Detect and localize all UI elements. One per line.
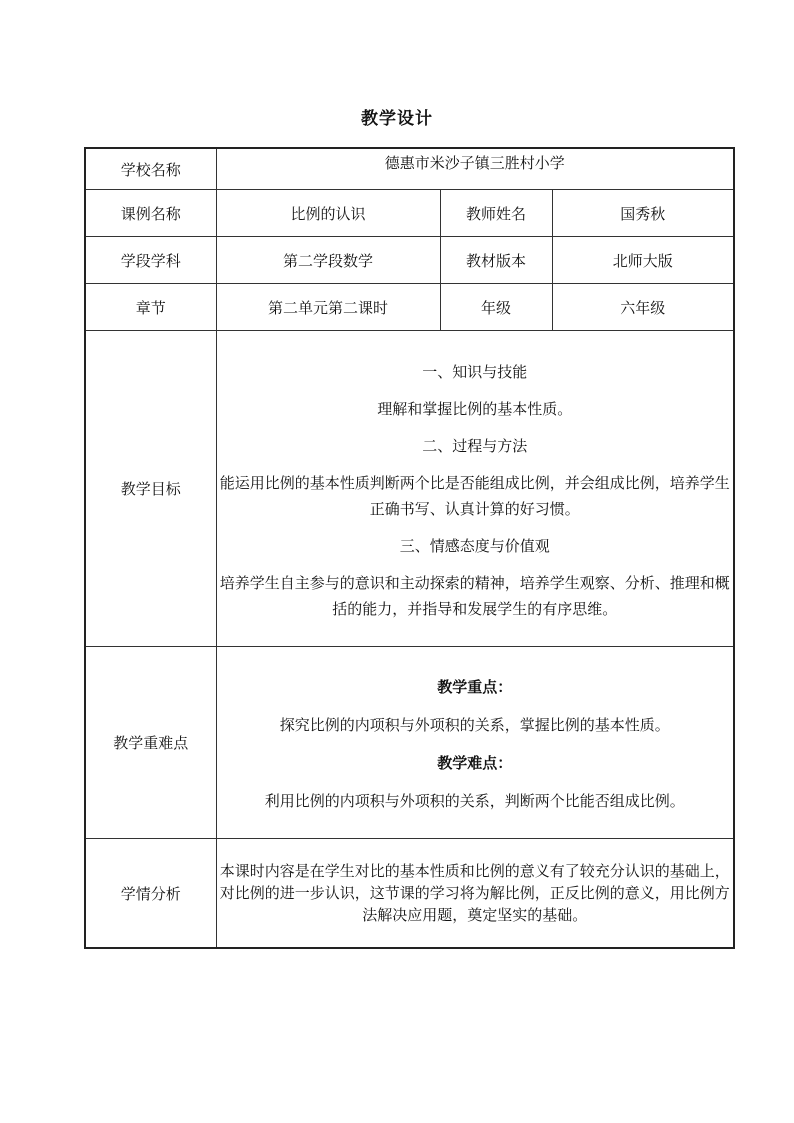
lesson-value: 比例的认识: [216, 190, 440, 237]
goals-row: [85, 331, 734, 647]
teacher-value: 国秀秋: [552, 190, 734, 237]
goals-text-1: 理解和掌握比例的基本性质。: [377, 400, 573, 418]
goals-heading-3: 三、情感态度与价值观: [399, 537, 550, 555]
subject-row: [85, 237, 734, 284]
key-points-label: 教学重难点: [85, 647, 216, 839]
school-value: 德惠市米沙子镇三胜村小学: [216, 148, 734, 190]
grade-label: 年级: [440, 284, 552, 331]
analysis-label: 学情分析: [85, 839, 216, 949]
lesson-plan-table: [84, 147, 735, 949]
analysis-content: [216, 839, 734, 949]
chapter-value: 第二单元第二课时: [216, 284, 440, 331]
grade-value: 六年级: [552, 284, 734, 331]
goals-label: 教学目标: [85, 331, 216, 647]
goals-heading-2: 二、过程与方法: [422, 437, 528, 455]
goals-heading-1: 一、知识与技能: [422, 363, 528, 381]
analysis-text: 本课时内容是在学生对比的基本性质和比例的意义有了较充分认识的基础上，对比例的进一步认识，这节课的学习将为解比例，正反比例的意义，用比例方法解决应用题，奠定坚实的基础。: [219, 862, 730, 924]
document-title: 教学设计: [361, 109, 433, 129]
textbook-value: 北师大版: [552, 237, 734, 284]
subject-label: 学段学科: [85, 237, 216, 284]
goals-content: [216, 331, 734, 647]
key-points-content: [216, 647, 734, 839]
focus-title: 教学重点：: [437, 677, 513, 696]
school-row: [85, 148, 734, 190]
subject-value: 第二学段数学: [216, 237, 440, 284]
lesson-label: 课例名称: [85, 190, 216, 237]
goals-text-3: 培养学生自主参与的意识和主动探索的精神，培养学生观察、分析、推理和概括的能力，并指导和发展学生的有序思维。: [219, 574, 730, 618]
analysis-row: [85, 839, 734, 949]
goals-text-2: 能运用比例的基本性质判断两个比是否能组成比例，并会组成比例，培养学生正确书写、认真计算的好习惯。: [219, 474, 730, 518]
teacher-label: 教师姓名: [440, 190, 552, 237]
textbook-label: 教材版本: [440, 237, 552, 284]
key-points-row: [85, 647, 734, 839]
school-label: 学校名称: [85, 148, 216, 190]
focus-text: 探究比例的内项积与外项积的关系，掌握比例的基本性质。: [279, 715, 670, 734]
lesson-row: [85, 190, 734, 237]
chapter-label: 章节: [85, 284, 216, 331]
difficulty-text: 利用比例的内项积与外项积的关系，判断两个比能否组成比例。: [264, 791, 685, 810]
difficulty-title: 教学难点：: [437, 753, 513, 772]
chapter-row: [85, 284, 734, 331]
